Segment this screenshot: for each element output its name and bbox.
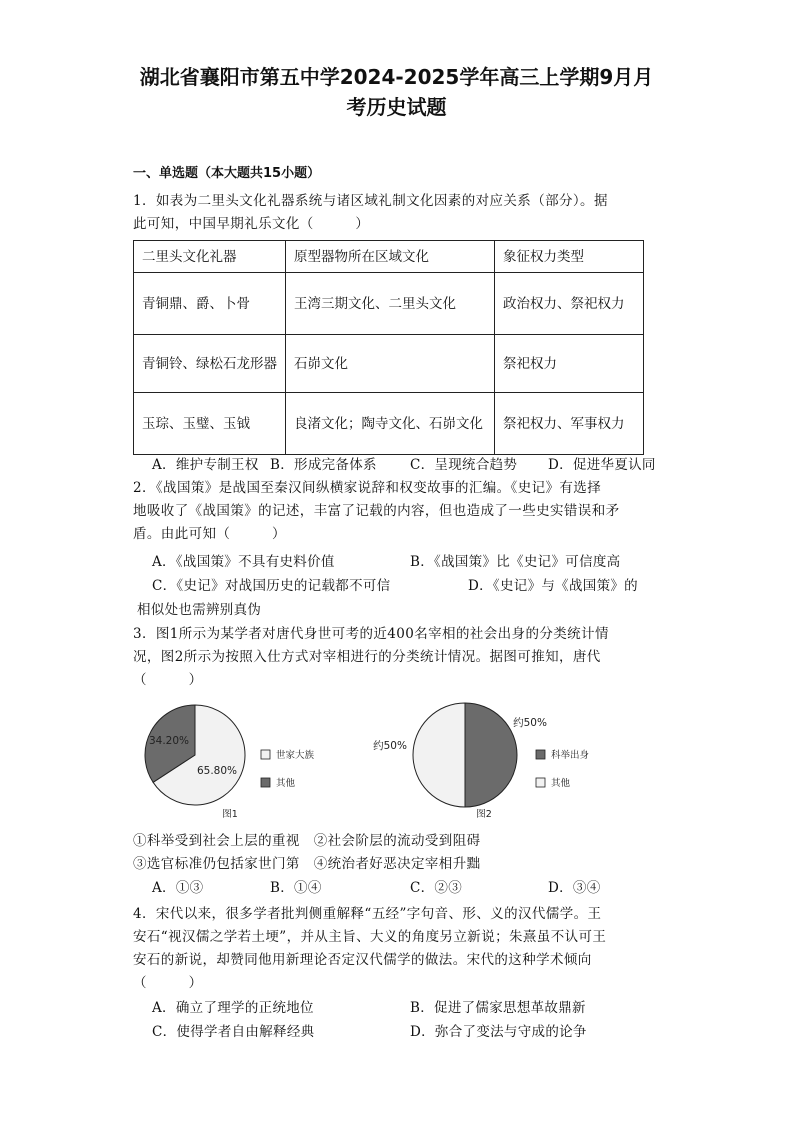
exam-title [60,62,733,122]
exam-title-line2: 考历史试题 [346,95,447,119]
q4-option-a[interactable]: A．确立了理学的正统地位 [152,1000,314,1016]
q4-line3: 安石的新说，却赞同他用新理论否定汉代儒学的做法。宋代的这种学术倾向 [133,952,592,968]
q2-line1: 2．《战国策》是战国至秦汉间纵横家说辞和权变故事的汇编。《史记》有选择 [133,480,602,496]
q2-option-b[interactable]: B．《战国策》比《史记》可信度高 [410,554,621,570]
exam-title-line1: 湖北省襄阳市第五中学2024-2025学年高三上学期9月月 [139,65,654,89]
pie-value-label: 约50% [373,740,407,752]
q4-line4: （ ） [133,975,203,991]
q1-line1: 1．如表为二里头文化礼器系统与诸区域礼制文化因素的对应关系（部分）。据 [133,193,608,209]
table-header-cell: 原型器物所在区域文化 [286,241,495,273]
q2-stem [133,477,663,546]
pie-value-label: 34.20% [148,735,190,747]
pie-slice [413,703,465,807]
q3-option-d[interactable]: D．③④ [548,880,601,896]
table-cell: 祭祀权力、军事权力 [495,393,644,455]
figure-2-svg [360,700,610,825]
table-cell: 玉琮、玉璧、玉钺 [134,393,286,455]
q1-table [133,240,644,455]
table-cell: 王湾三期文化、二里头文化 [286,273,495,335]
figure-1-pie-chart [133,700,333,825]
q3-line2: 况，图2所示为按照入仕方式对宰相进行的分类统计情况。据图可推知，唐代 [133,649,601,665]
q2-option-d[interactable]: D．《史记》与《战国策》的 [468,578,638,594]
q2-line3: 盾。由此可知（ ） [133,526,286,542]
q3-line1: 3．图1所示为某学者对唐代身世可考的近400名宰相的社会出身的分类统计情 [133,626,609,642]
q1-line2: 此可知，中国早期礼乐文化（ ） [133,216,370,232]
q3-statement-line1: ①科举受到社会上层的重视 ②社会阶层的流动受到阻碍 [133,833,481,849]
q3-line3: （ ） [133,672,203,688]
q4-option-d[interactable]: D．弥合了变法与守成的论争 [410,1024,587,1040]
q2-option-c[interactable]: C．《史记》对战国历史的记载都不可信 [152,578,391,594]
pie-slice [465,703,517,807]
q1-stem [133,190,663,236]
q1-option-d[interactable]: D．促进华夏认同 [548,457,656,473]
table-header-row [134,241,644,273]
table-header-cell: 象征权力类型 [495,241,644,273]
legend-label: 世家大族 [276,750,315,761]
table-cell: 青铜鼎、爵、卜骨 [134,273,286,335]
q3-stem [133,623,663,692]
legend-swatch [536,778,545,787]
q2-option-d-continued: 相似处也需辨别真伪 [137,602,262,618]
table-row [134,335,644,393]
table-cell: 祭祀权力 [495,335,644,393]
figure-caption: 图2 [476,809,492,820]
figure-caption: 图1 [222,809,238,820]
q1-option-c[interactable]: C．呈现统合趋势 [410,457,518,473]
q1-option-a[interactable]: A．维护专制王权 [152,457,259,473]
q3-option-a[interactable]: A．①③ [152,880,204,896]
q3-option-c[interactable]: C．②③ [410,880,463,896]
q4-option-c[interactable]: C．使得学者自由解释经典 [152,1024,315,1040]
pie-value-label: 65.80% [196,765,238,777]
q4-option-b[interactable]: B．促进了儒家思想革故鼎新 [410,1000,586,1016]
table-row [134,393,644,455]
q1-option-b[interactable]: B．形成完备体系 [270,457,377,473]
q3-option-b[interactable]: B．①④ [270,880,322,896]
legend-swatch [536,750,545,759]
pie-value-label: 约50% [513,717,547,729]
legend-label: 其他 [276,778,296,789]
table-cell: 石峁文化 [286,335,495,393]
legend-swatch [261,778,270,787]
q4-stem [133,903,663,995]
figure-1-svg [133,700,333,825]
q3-statements [133,830,663,876]
q3-statement-line2: ③选官标准仍包括家世门第 ④统治者好恶决定宰相升黜 [133,856,481,872]
legend-label: 科举出身 [551,750,590,761]
table-row [134,273,644,335]
section-heading: 一、单选题（本大题共15小题） [133,166,321,181]
table-header-cell: 二里头文化礼器 [134,241,286,273]
figure-2-pie-chart [360,700,610,825]
table-cell: 良渚文化；陶寺文化、石峁文化 [286,393,495,455]
q4-line2: 安石“视汉儒之学若土埂”，并从主旨、大义的角度另立新说；朱熹虽不认可王 [133,929,607,945]
legend-swatch [261,750,270,759]
table-cell: 青铜铃、绿松石龙形器 [134,335,286,393]
q2-line2: 地吸收了《战国策》的记述，丰富了记载的内容，但也造成了一些史实错误和矛 [133,503,620,519]
table-cell: 政治权力、祭祀权力 [495,273,644,335]
legend-label: 其他 [551,778,571,789]
q4-line1: 4．宋代以来，很多学者批判侧重解释“五经”字句音、形、义的汉代儒学。王 [133,906,602,922]
q2-option-a[interactable]: A．《战国策》不具有史料价值 [152,554,335,570]
